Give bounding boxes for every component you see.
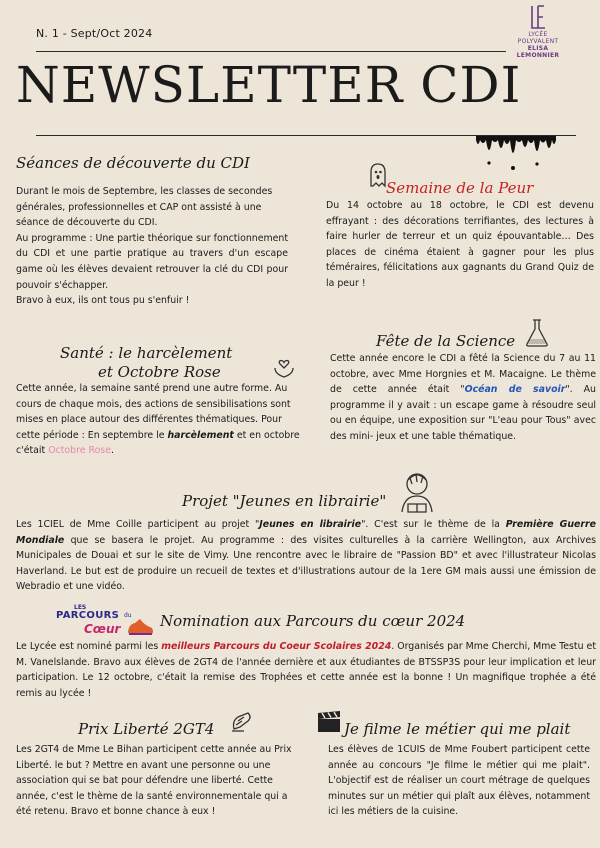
sante-title-line1: Santé : le harcèlement xyxy=(60,344,233,362)
parcours-logo-bottom: Cœur xyxy=(84,622,121,636)
sante-highlight-harcelement: harcèlement xyxy=(167,429,234,441)
librairie-body xyxy=(16,517,596,595)
prix-body: Les 2GT4 de Mme Le Bihan participent cette année au Prix Liberté. le but ? Mettre en avant une personne ou une association qui se bat pour défendre une liberté. Cette année, c'est le thème de la santé environnementale qui a été retenu. Bravo et bonne chance à eux ! xyxy=(16,744,292,818)
parcours-logo-top: LES xyxy=(74,604,87,611)
ghost-icon xyxy=(368,162,388,188)
librairie-text-b: ". C'est sur le thème de la xyxy=(361,519,506,530)
sante-highlight-octobre-rose: Octobre Rose xyxy=(48,445,111,457)
librairie-text-c: que se basera le projet. Au programme : des visites culturelles à la carrière Wellington, aux Archives Municipales de Douai et sur le site de Vimy. Une rencontre avec le libraire de "Passion BD" et avec l'illustrateur Nicolas Haverland. Le but est de produire un recueil de textes et d'illustrations autour de la 1ere GM mais aussi une émission de Webradio et une vidéo. xyxy=(16,534,596,593)
parcours-highlight: meilleurs Parcours du Coeur Scolaires 2024 xyxy=(161,641,392,652)
librairie-highlight-guerre: Première Guerre Mondiale xyxy=(16,519,597,546)
filme-title: Je filme le métier qui me plait xyxy=(344,720,571,738)
parcours-body xyxy=(16,639,596,701)
seances-p2: Au programme : Une partie théorique sur fonctionnement du CDI et une partie pratique au travers d'un escape game où les élèves devaient retrouver la clé du CDI pour pouvoir s'échapper. xyxy=(16,232,288,291)
seances-body xyxy=(16,184,288,309)
logo-mark-icon xyxy=(527,4,549,30)
liberty-torch-icon xyxy=(228,709,256,735)
filme-body: Les élèves de 1CUIS de Mme Foubert participent cette année au concours "Je filme le métier qui me plait". L'objectif est de réaliser un court métrage de quelques minutes sur un métier qui plaît aux élèves, notamment ici les métiers de la cuisine. xyxy=(328,744,590,818)
school-logo xyxy=(510,4,566,59)
logo-line1: LYCÉE POLYVALENT xyxy=(517,31,559,45)
librairie-title: Projet "Jeunes en librairie" xyxy=(182,492,387,510)
parcours-logo-mid: PARCOURS xyxy=(56,610,120,621)
sante-text-a: Cette année, la semaine santé prend une autre forme. Au cours de chaque mois, des actions de sensibilisations sont mises en place autour des différentes thématiques. Pour cette période : En septembre le xyxy=(16,383,291,441)
parcours-text-b: . Organisés par Mme Cherchi, Mme Testu et M. Vanelslande. Bravo aux élèves de 2GT4 de l'année dernière et aux étudiantes de BTSSP3S pour leur implication et leur participation. Le 12 octobre, c'était la remise des Trophées et cette année est la bonne ! Un magnifique trophée a été remis au lycée ! xyxy=(16,641,596,699)
prix-title: Prix Liberté 2GT4 xyxy=(78,720,215,738)
parcours-logo xyxy=(42,604,154,638)
peur-body: Du 14 octobre au 18 octobre, le CDI est devenu effrayant : des décorations terrifiantes, des lectures à faire hurler de terreur et un quiz épouvantable… Des places de cinéma étaient à gagner pour les plus téméraires, félicitations aux gagnants du Grand Quiz de la peur ! xyxy=(326,200,594,289)
peur-title: Semaine de la Peur xyxy=(386,179,534,197)
sante-body xyxy=(16,381,308,459)
sante-text-c: . xyxy=(110,445,114,457)
page-title: NEWSLETTER CDI xyxy=(16,56,522,114)
sante-text-b: et en octobre c'était xyxy=(16,429,300,457)
science-text-a: Cette année encore le CDI a fêté la Science du 7 au 11 octobre, avec Mme Horgnies et M. Macaigne. Le thème de cette année était " xyxy=(330,353,596,396)
seances-p3: Bravo à eux, ils ont tous pu s'enfuir ! xyxy=(16,295,190,307)
header-top-rule xyxy=(36,51,506,52)
sneaker-icon xyxy=(126,616,154,638)
clapperboard-icon xyxy=(316,710,342,734)
science-highlight: Océan de savoir xyxy=(464,384,566,396)
issue-label: N. 1 - Sept/Oct 2024 xyxy=(36,27,153,40)
science-title: Fête de la Science xyxy=(376,332,516,350)
librairie-highlight-jeunes: Jeunes en librairie xyxy=(259,519,362,530)
logo-line2: ELISA LEMONNIER xyxy=(516,45,560,59)
parcours-logo-sub: du xyxy=(124,612,132,619)
heart-hands-icon xyxy=(272,356,296,380)
sante-title-line2: et Octobre Rose xyxy=(98,363,221,381)
flask-icon xyxy=(524,318,550,348)
reader-illustration-icon xyxy=(398,470,436,514)
seances-p1: Durant le mois de Septembre, les classes de secondes générales, professionnelles et CAP ont assisté à une séance de découverte du CDI. xyxy=(16,186,273,229)
ink-drip-icon xyxy=(476,136,556,170)
librairie-text-a: Les 1CIEL de Mme Coille participent au projet " xyxy=(16,519,260,530)
science-text-b: ". Au programme il y avait : un escape game à résoudre seul ou en équipe, une exposition sur "L'eau pour Tous" avec des mini- jeux et une table thématique. xyxy=(330,384,596,442)
parcours-text-a: Le Lycée est nominé parmi les xyxy=(16,641,162,652)
seances-title: Séances de découverte du CDI xyxy=(16,154,250,172)
parcours-title: Nomination aux Parcours du cœur 2024 xyxy=(160,612,466,630)
science-body xyxy=(330,351,596,445)
